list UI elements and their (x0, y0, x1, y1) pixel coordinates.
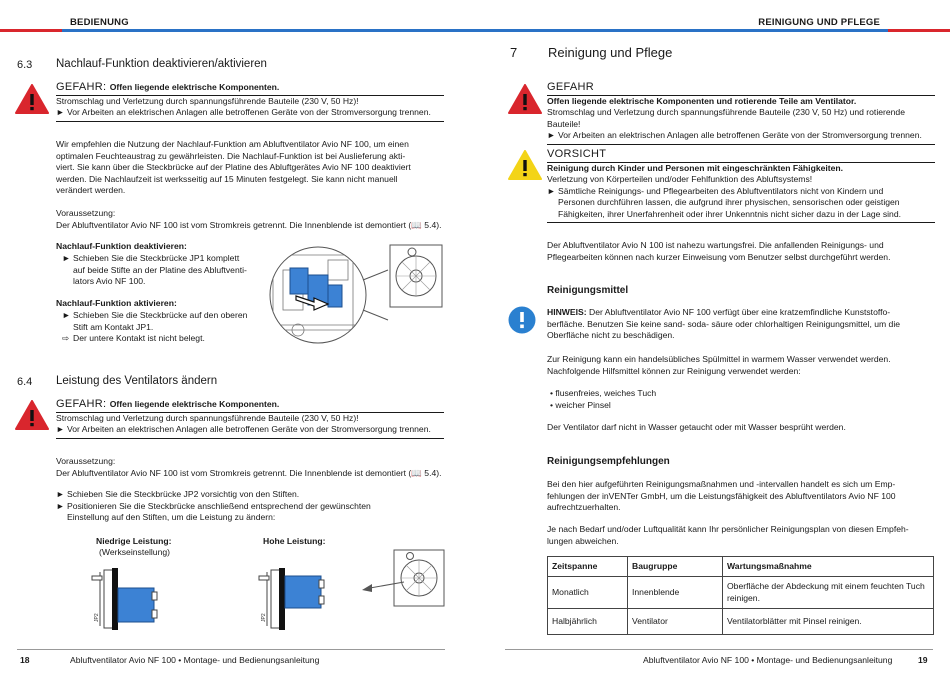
warning-head: VORSICHT (547, 147, 935, 163)
subheading-recommendations: Reinigungsempfehlungen (547, 456, 670, 467)
caution-warning-7: VORSICHT Reinigung durch Kinder und Personen mit eingeschränkten Fähigkeiten. Verletzung von Körperteilen und/oder Fehlfunktion des Abluftsystems! ► Sämtliche Reinigungs- und Pflegearbeiten des Abluftventilators nicht von Kindern und Personen durchführen lassen, die aufgrund ihrer physischen, sensorischen oder geistigen Fähigkeiten, ihrer Unerfahrenheit oder ihrer Unkenntnis nicht sicher dazu in der Lage sind. (547, 147, 935, 223)
warning-action: Vor Arbeiten an elektrischen Anlagen alle betroffenen Geräte von der Stromversorgung trennen. (558, 130, 922, 141)
warning-bold: Offen liegende elektrische Komponenten. (109, 399, 280, 409)
maintenance-intro: Der Abluftventilator Avio N 100 ist nahezu wartungsfrei. Die anfallenden Reinigungs- und Pflegearbeiten können nach kurzer Einweisung vom Benutzer selbst durchgeführt werden. (547, 240, 891, 262)
fan-sketch (360, 548, 446, 610)
notice-paragraph: HINWEIS: Der Abluftventilator Avio NF 100 verfügt über eine kratzemfindliche Kunststoffo- berfläche. Benutzen Sie keine sand- soda- säure oder chlorhaltigen Reinigungsmittel, um die Oberfläche nicht zu beschädigen. (547, 307, 901, 341)
deactivate-step: ► Schieben Sie die Steckbrücke JP1 komplett auf beide Stifte an der Platine des Abluftventi- lators Avio NF 100. (62, 253, 247, 287)
page-number-left: 18 (20, 655, 30, 665)
jumper-illustration (268, 240, 446, 348)
detergent-paragraph: Zur Reinigung kann ein handelsübliches Spülmittel in warmem Wasser verwendet werden. Nachfolgende Hilfsmittel können zur Reinigung verwendet werden: (547, 354, 891, 376)
table-header: Wartungsmaßnahme (723, 557, 934, 577)
high-power-label: Hohe Leistung: (263, 536, 326, 546)
prerequisite: Voraussetzung: Der Abluftventilator Avio NF 100 ist vom Stromkreis getrennt. Die Innenblende ist demontiert (📖 5.4). (56, 456, 442, 478)
header-bar-right (475, 29, 950, 32)
activate-step: ► Schieben Sie die Steckbrücke auf den oberen Stift am Kontakt JP1. ⇨ Der untere Kontakt ist nicht belegt. (62, 310, 248, 344)
list-item: weicher Pinsel (555, 399, 611, 410)
section-number: 6.3 (17, 59, 33, 71)
page-number-right: 19 (918, 655, 928, 665)
header-left: BEDIENUNG (70, 17, 129, 28)
section-title: Nachlauf-Funktion deaktivieren/aktivieren (56, 58, 267, 70)
maintenance-table (547, 556, 934, 635)
intro-paragraph: Wir empfehlen die Nutzung der Nachlauf-Funktion am Abluftventilator Avio NF 100, um einen optimalen Feuchteaustrag zu gewährleisten. Die Nachlauf-Funktion ist bei Auslieferung akti- viert. Sie kann über die Steckbrücke auf der Platine des Abluftgerätes Avio NF 100 deaktiviert werden. Die Nachlaufzeit ist werksseitig auf 15 Minuten festgelegt. Sie kann nicht manuell verändert werden. (56, 139, 411, 196)
table-cell: Oberfläche der Abdeckung mit einem feuchten Tuch reinigen. (723, 577, 934, 609)
footer-text-left: Abluftventilator Avio NF 100 • Montage- und Bedienungsanleitung (70, 655, 320, 665)
footer-rule-left (17, 649, 445, 650)
warning-line: Stromschlag und Verletzung durch spannungsführende Bauteile (230 V, 50 Hz) und rotierende Bauteile! (547, 107, 905, 129)
warning-head: GEFAHR: (56, 398, 107, 410)
high-power-jumper-diagram (257, 566, 332, 632)
low-power-jumper-diagram (90, 566, 165, 632)
warning-bold: Offen liegende elektrische Komponenten. (109, 82, 280, 92)
header-right: REINIGUNG UND PFLEGE (758, 17, 880, 28)
power-steps: ► Schieben Sie die Steckbrücke JP2 vorsichtig von den Stiften. ► Positionieren Sie die Steckbrücke anschließend entsprechend der gewünschten Einstellung auf den Stiften, um die Leistung zu ändern: (56, 489, 371, 523)
header-bar-left (0, 29, 475, 32)
section-title: Leistung des Ventilators ändern (56, 375, 218, 387)
warning-action: Vor Arbeiten an elektrischen Anlagen alle betroffenen Geräte von der Stromversorgung trennen. (67, 107, 431, 118)
warning-action: Vor Arbeiten an elektrischen Anlagen alle betroffenen Geräte von der Stromversorgung trennen. (67, 424, 431, 435)
caution-icon (508, 150, 542, 180)
danger-icon (15, 400, 49, 430)
tools-list: • flusenfreies, weiches Tuch • weicher Pinsel (550, 388, 657, 410)
chapter-title: Reinigung und Pflege (548, 45, 673, 60)
table-row (548, 609, 934, 635)
water-warning-text: Der Ventilator darf nicht in Wasser getaucht oder mit Wasser besprüht werden. (547, 422, 846, 432)
info-icon (508, 306, 536, 334)
table-cell: Monatlich (548, 577, 628, 609)
svg-text:JP2: JP2 (94, 613, 100, 622)
chapter-number: 7 (510, 45, 518, 60)
table-cell: Ventilator (628, 609, 723, 635)
low-power-label: Niedrige Leistung: (96, 536, 172, 546)
warning-head: GEFAHR (547, 80, 935, 96)
warning-bold: Offen liegende elektrische Komponenten und rotierende Teile am Ventilator. (547, 95, 857, 106)
table-cell: Halbjährlich (548, 609, 628, 635)
low-power-sub: (Werkseinstellung) (99, 547, 171, 557)
danger-warning-7: GEFAHR Offen liegende elektrische Komponenten und rotierende Teile am Ventilator. Stromschlag und Verletzung durch spannungsführende Bauteile (230 V, 50 Hz) und rotierende Bauteile! ► Vor Arbeiten an elektrischen Anlagen alle betroffenen Geräte von der Stromversorgung trennen. (547, 80, 935, 145)
footer-text-right: Abluftventilator Avio NF 100 • Montage- und Bedienungsanleitung (643, 655, 893, 665)
table-header: Baugruppe (628, 557, 723, 577)
danger-icon (508, 84, 542, 114)
danger-warning-63: GEFAHR: Offen liegende elektrische Komponenten. Stromschlag und Verletzung durch spannungsführende Bauteile (230 V, 50 Hz)! ► Vor Arbeiten an elektrischen Anlagen alle betroffenen Geräte von der Stromversorgung trennen. (56, 80, 444, 122)
table-header-row (548, 557, 934, 577)
warning-head: GEFAHR: (56, 81, 107, 93)
deactivate-heading: Nachlauf-Funktion deaktivieren: (56, 241, 187, 251)
warning-line: Stromschlag und Verletzung durch spannungsführende Bauteile (230 V, 50 Hz)! (56, 412, 359, 423)
table-header: Zeitspanne (548, 557, 628, 577)
table-row (548, 577, 934, 609)
recommendations-paragraph: Bei den hier aufgeführten Reinigungsmaßnahmen und -intervallen handelt es sich um Emp- fehlungen der inVENTer GmbH, um die Leistungsfähigkeit des Abluftventilators Avio NF 100 aufrechtzuerhalten. (547, 479, 896, 513)
table-cell: Innenblende (628, 577, 723, 609)
table-cell: Ventilatorblätter mit Pinsel reinigen. (723, 609, 934, 635)
warning-line: Stromschlag und Verletzung durch spannungsführende Bauteile (230 V, 50 Hz)! (56, 95, 359, 106)
recommendations-paragraph-2: Je nach Bedarf und/oder Luftqualität kann Ihr persönlicher Reinigungsplan von diesen Empfeh- lungen abweichen. (547, 524, 909, 546)
danger-icon (15, 84, 49, 114)
footer-rule-right (505, 649, 933, 650)
warning-bold: Reinigung durch Kinder und Personen mit eingeschränkten Fähigkeiten. (547, 162, 844, 173)
svg-text:JP2: JP2 (261, 613, 267, 622)
activate-heading: Nachlauf-Funktion aktivieren: (56, 298, 177, 308)
list-item: flusenfreies, weiches Tuch (555, 388, 657, 398)
section-number: 6.4 (17, 376, 33, 388)
prerequisite: Voraussetzung: Der Abluftventilator Avio NF 100 ist vom Stromkreis getrennt. Die Innenblende ist demontiert (📖 5.4). (56, 208, 442, 230)
warning-line: Verletzung von Körperteilen und/oder Fehlfunktion des Abluftsystems! (547, 174, 813, 185)
danger-warning-64: GEFAHR: Offen liegende elektrische Komponenten. Stromschlag und Verletzung durch spannungsführende Bauteile (230 V, 50 Hz)! ► Vor Arbeiten an elektrischen Anlagen alle betroffenen Geräte von der Stromversorgung trennen. (56, 397, 444, 439)
subheading-cleaning-agents: Reinigungsmittel (547, 285, 629, 296)
